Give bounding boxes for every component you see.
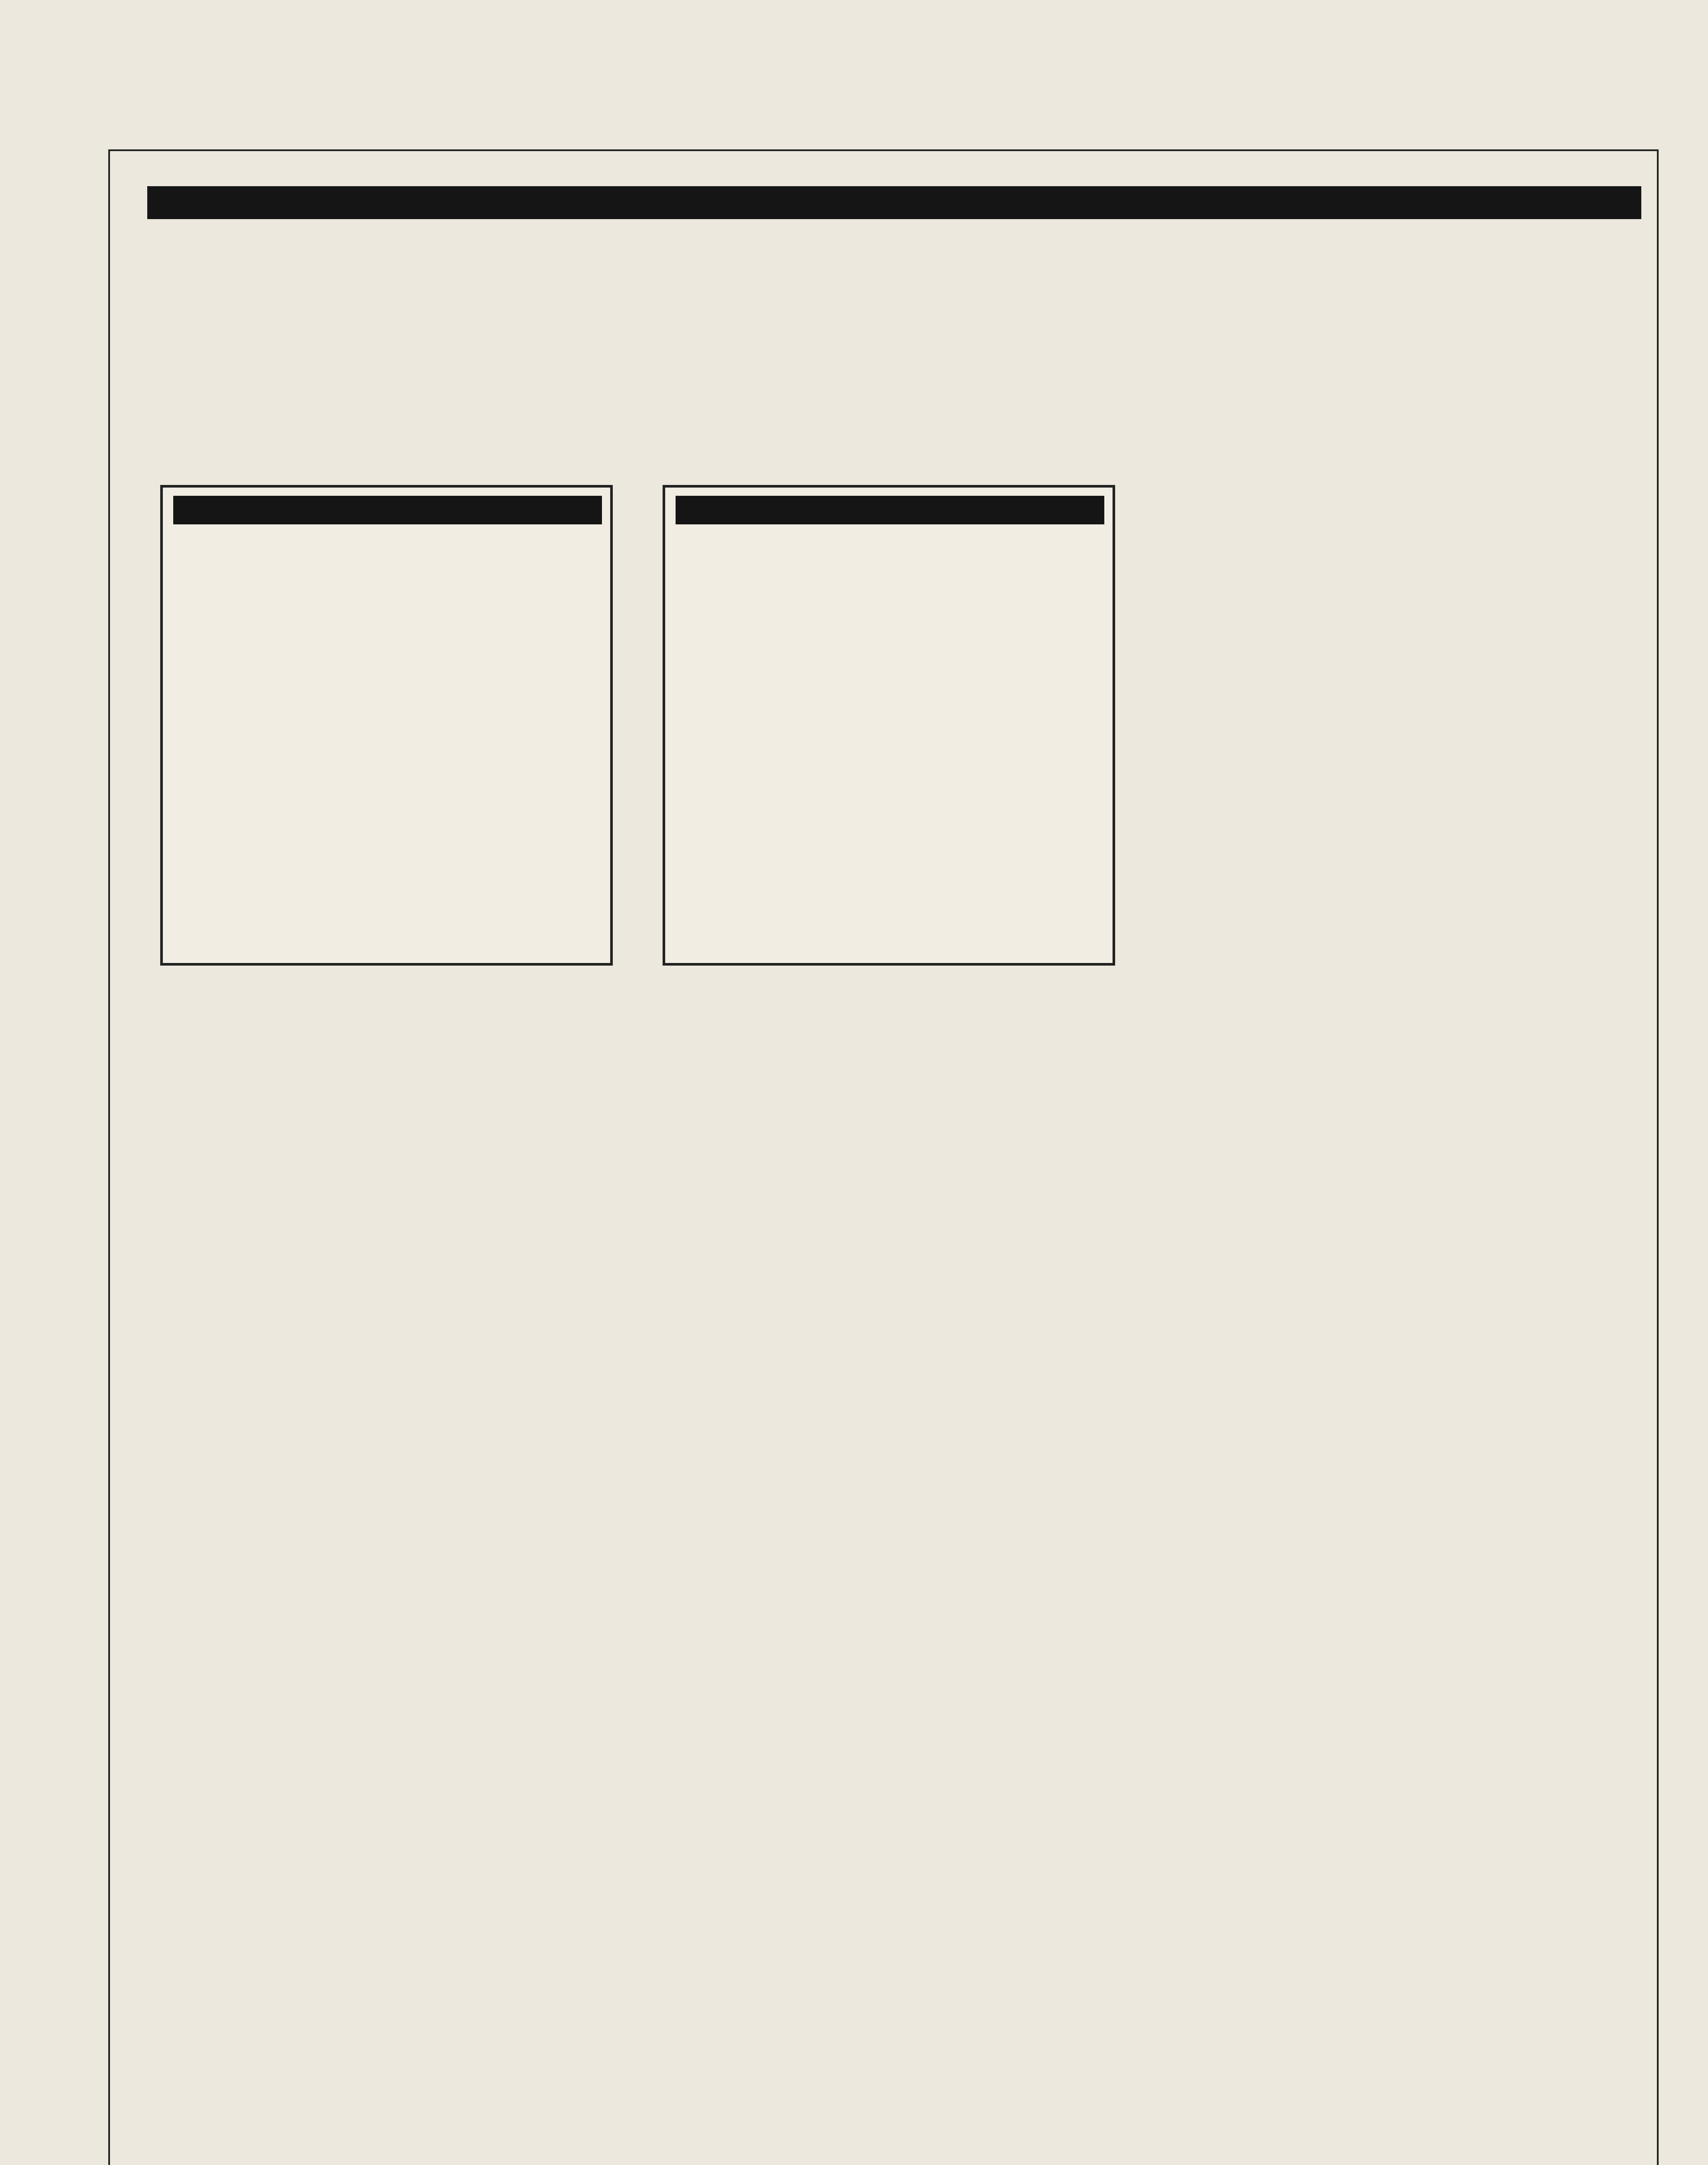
article-column-2 [1401, 414, 1641, 1223]
masthead [108, 117, 134, 137]
boys-allstate-box [160, 485, 613, 966]
main-title [147, 186, 1641, 219]
girls-allstate-box [663, 485, 1115, 966]
girls-allstate-title [676, 496, 1104, 524]
boys-allstate-title [173, 496, 602, 524]
article-column-1 [1141, 470, 1384, 1223]
